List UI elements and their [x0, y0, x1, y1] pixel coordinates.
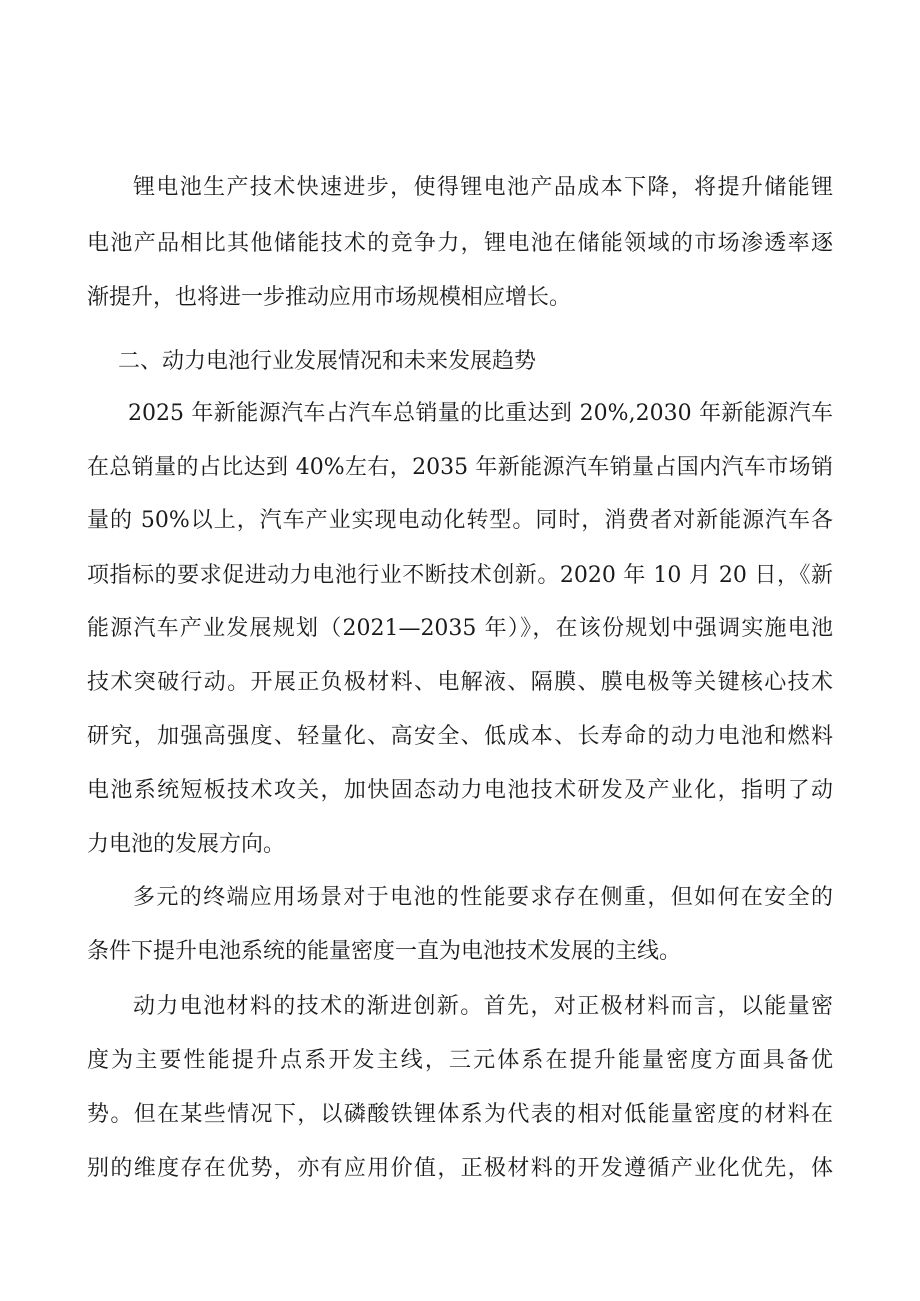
- paragraph-4-line-3: 势。但在某些情况下，以磷酸铁锂体系为代表的相对低能量密度的材料在: [87, 1102, 833, 1127]
- paragraph-1-line-2: 电池产品相比其他储能技术的竞争力，锂电池在储能领域的市场渗透率逐: [87, 231, 833, 256]
- paragraph-2-line-1: 2025 年新能源汽车占汽车总销量的比重达到 20%,2030 年新能源汽车: [128, 401, 833, 426]
- paragraph-2-line-7: 研究，加强高强度、轻量化、高安全、低成本、长寿命的动力电池和燃料: [87, 724, 833, 749]
- paragraph-2-line-9: 力电池的发展方向。: [87, 832, 286, 857]
- paragraph-4-line-1: 动力电池材料的技术的渐进创新。首先，对正极材料而言，以能量密: [133, 994, 833, 1019]
- paragraph-2-line-6: 技术突破行动。开展正负极材料、电解液、隔膜、膜电极等关键核心技术: [87, 670, 833, 695]
- paragraph-2-line-2: 在总销量的占比达到 40%左右，2035 年新能源汽车销量占国内汽车市场销: [87, 455, 833, 480]
- paragraph-4-line-4: 别的维度存在优势，亦有应用价值，正极材料的开发遵循产业化优先，体: [87, 1156, 833, 1181]
- paragraph-3-line-1: 多元的终端应用场景对于电池的性能要求存在侧重，但如何在安全的: [133, 885, 833, 910]
- paragraph-1-line-1: 锂电池生产技术快速进步，使得锂电池产品成本下降，将提升储能锂: [133, 175, 833, 200]
- paragraph-3-line-2: 条件下提升电池系统的能量密度一直为电池技术发展的主线。: [87, 939, 682, 964]
- section-heading: 二、动力电池行业发展情况和未来发展趋势: [118, 349, 537, 374]
- paragraph-2-line-3: 量的 50%以上，汽车产业实现电动化转型。同时，消费者对新能源汽车各: [87, 508, 833, 533]
- paragraph-2-line-4: 项指标的要求促进动力电池行业不断技术创新。2020 年 10 月 20 日，《新: [87, 563, 833, 588]
- paragraph-4-line-2: 度为主要性能提升点系开发主线，三元体系在提升能量密度方面具备优: [87, 1048, 833, 1073]
- paragraph-1-line-3: 渐提升，也将进一步推动应用市场规模相应增长。: [87, 285, 572, 310]
- paragraph-2-line-5: 能源汽车产业发展规划（2021—2035 年）》，在该份规划中强调实施电池: [87, 616, 833, 641]
- paragraph-2-line-8: 电池系统短板技术攻关，加快固态动力电池技术研发及产业化，指明了动: [87, 778, 833, 803]
